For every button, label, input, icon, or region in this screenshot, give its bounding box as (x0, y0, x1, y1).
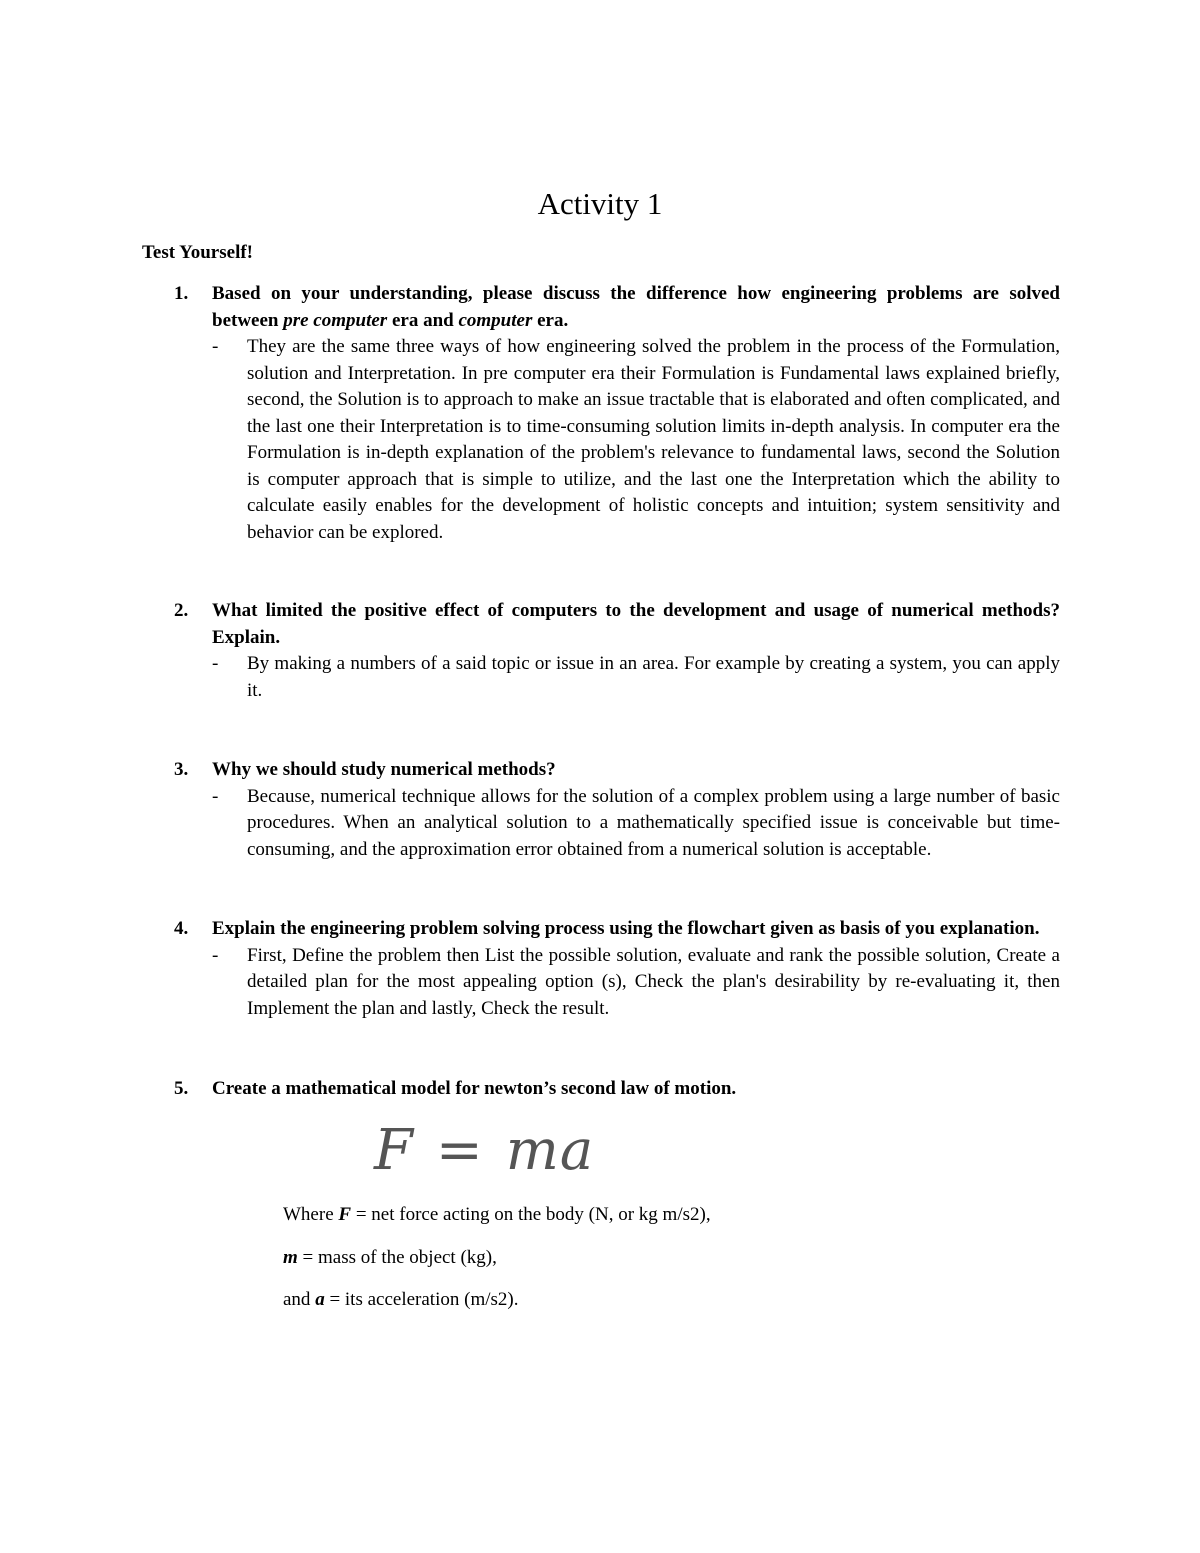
question-number: 3. (174, 759, 189, 780)
definition-line (283, 1202, 711, 1228)
answer-dash: - (212, 785, 219, 807)
definition-line (283, 1245, 497, 1271)
question-item (142, 1076, 1060, 1103)
definition-line (283, 1287, 518, 1313)
question-text: What limited the positive effect of computers to the development and usage of numerical methods? Explain. (212, 600, 1060, 648)
answer-row (142, 784, 1060, 864)
newton-formula (374, 1116, 594, 1186)
question-number: 4. (174, 918, 189, 939)
question-text: Create a mathematical model for newton’s second law of motion. (212, 1078, 737, 1099)
section-subtitle: Test Yourself! (142, 242, 254, 263)
answer-text: They are the same three ways of how engineering solved the problem in the process of the Formulation, solution and Interpretation. In pre computer era their Formulation is Fundamental laws explained briefly, second, the Solution is to approach to make an issue tractable that is elaborated and often complicated, and the last one their Interpretation is to time-consuming solution limits in-depth analysis. In computer era the Formulation is in-depth explanation of the problem's relevance to fundamental laws, second the Solution is computer approach that is simple to utilize, and the last one the Interpretation which the ability to calculate easily enables for the development of holistic concepts and intuition; system sensitivity and behavior can be explored. (247, 336, 1060, 543)
answer-row (142, 334, 1060, 546)
question-text-part: era. (532, 309, 569, 331)
question-row (142, 598, 1060, 651)
definition-symbol: F (338, 1204, 352, 1225)
question-number: 5. (174, 1078, 189, 1099)
definition-text: = its acceleration (m/s2). (324, 1289, 519, 1310)
question-row (142, 1076, 1060, 1103)
definition-prefix: and (283, 1289, 316, 1310)
question-row (142, 281, 1060, 334)
definition-text: = net force acting on the body (N, or kg m/s2), (351, 1204, 711, 1225)
definition-symbol: a (315, 1289, 325, 1310)
question-text-part: Based on your understanding, please discuss the difference how engineering problems are solved between (212, 283, 1060, 331)
answer-dash: - (212, 944, 219, 966)
question-text: Explain the engineering problem solving process using the flowchart given as basis of you explanation. (212, 918, 1040, 939)
formula-lhs: F (374, 1118, 414, 1183)
question-item (142, 757, 1060, 863)
question-emphasis: computer (458, 309, 533, 331)
question-emphasis: pre computer (283, 309, 388, 331)
formula-equals: = (435, 1118, 484, 1183)
page-title: Activity 1 (537, 186, 663, 221)
question-row (142, 916, 1060, 943)
answer-text: Because, numerical technique allows for the solution of a complex problem using a large number of basic procedures. When an analytical solution to a mathematically specified issue is conceivable but time-consuming, and the approximation error obtained from a numerical solution is acceptable. (247, 785, 1060, 860)
answer-dash: - (212, 653, 219, 674)
answer-text: First, Define the problem then List the possible solution, evaluate and rank the possible solution, Create a detailed plan for the most appealing option (s), Check the plan's desirability by re-evaluating it, then Implement the plan and lastly, Check the result. (247, 944, 1060, 1019)
answer-dash: - (212, 336, 219, 357)
question-text: Why we should study numerical methods? (212, 759, 556, 780)
definition-text: = mass of the object (kg), (297, 1247, 497, 1268)
answer-row (142, 651, 1060, 704)
question-row (142, 757, 1060, 784)
definition-prefix: Where (283, 1204, 339, 1225)
definition-symbol: m (283, 1247, 298, 1268)
question-text (212, 281, 1060, 334)
question-item (142, 916, 1060, 1022)
answer-text: By making a numbers of a said topic or issue in an area. For example by creating a system, you can apply it. (247, 653, 1060, 701)
question-item (142, 598, 1060, 704)
question-item (142, 281, 1060, 546)
question-text-part: era and (387, 309, 459, 331)
question-number: 2. (174, 600, 189, 621)
answer-row (142, 943, 1060, 1023)
formula-rhs: ma (505, 1118, 595, 1183)
question-number: 1. (174, 283, 189, 304)
